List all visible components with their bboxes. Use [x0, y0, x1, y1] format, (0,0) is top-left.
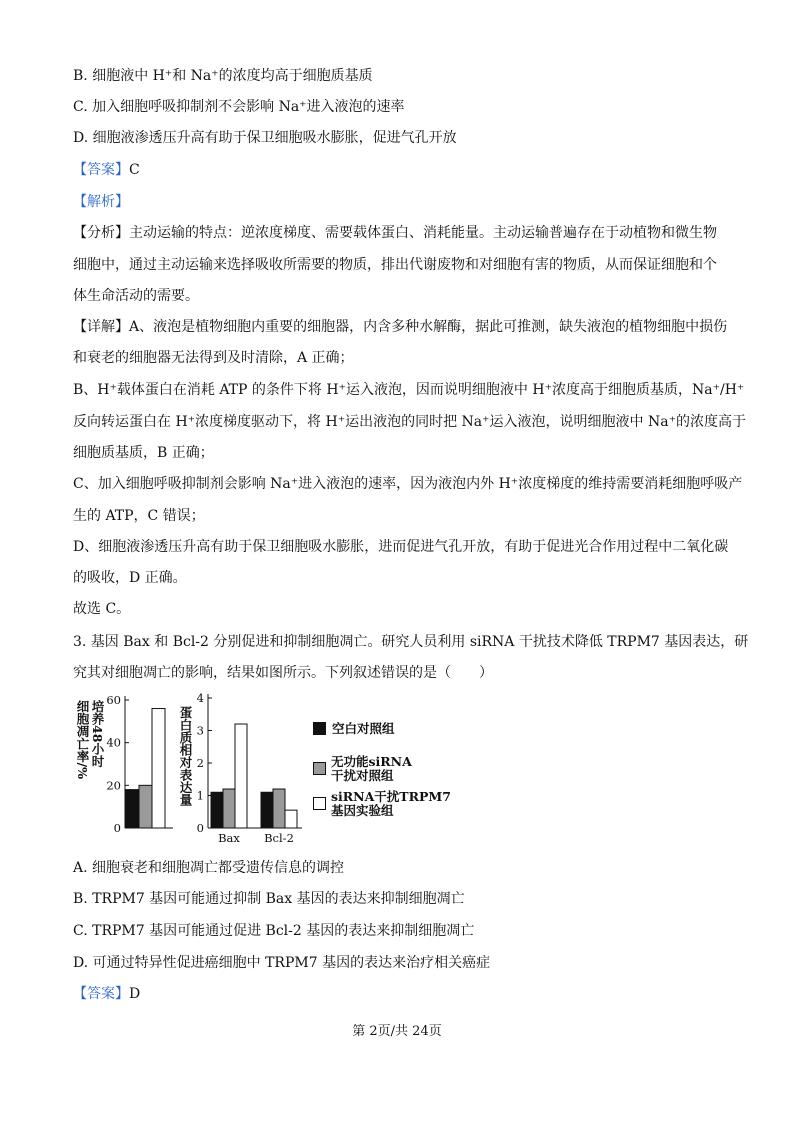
x-tick-label: Bax — [218, 831, 240, 845]
bar — [235, 724, 247, 828]
x-tick-label: Bcl-2 — [264, 831, 294, 845]
analysis-tag: 【解析】 — [73, 194, 129, 210]
y-tick-label: 3 — [196, 723, 204, 738]
analysis-line: 故选 C。 — [73, 601, 131, 617]
legend-item-nonfunctional-sirna — [313, 755, 412, 783]
y-tick-label: 40 — [106, 735, 121, 750]
page-footer: 第 2页/共 24页 — [352, 1024, 442, 1039]
legend-swatch — [313, 762, 326, 775]
analysis-line: 的吸收，D 正确。 — [73, 570, 187, 586]
bar — [126, 790, 139, 828]
option-d: D. 可通过特异性促进癌细胞中 TRPM7 基因的表达来治疗相关癌症 — [73, 955, 491, 971]
bar — [152, 709, 165, 828]
legend-label: 干扰对照组 — [331, 768, 394, 783]
chart1-ylabel-time: 培养48小时 — [90, 700, 105, 768]
analysis-line: B、H⁺载体蛋白在消耗 ATP 的条件下将 H⁺运入液泡，因而说明细胞液中 H⁺浓度高于细胞质基质，Na⁺/H⁺ — [73, 382, 745, 398]
analysis-line: D、细胞液渗透压升高有助于保卫细胞吸水膨胀，进而促进气孔开放，有助于促进光合作用过程中二氧化碳 — [73, 539, 729, 555]
analysis-line: C、加入细胞呼吸抑制剂会影响 Na⁺进入液泡的速率，因为液泡内外 H⁺浓度梯度的维持需要消耗细胞呼吸产 — [73, 476, 743, 492]
question3-stem-line2: 究其对细胞凋亡的影响，结果如图所示。下列叙述错误的是（ ） — [73, 665, 493, 681]
analysis-line: 【详解】A、液泡是植物细胞内重要的细胞器，内含多种水解酶，据此可推测，缺失液泡的植物细胞中损伤 — [73, 319, 728, 335]
chart2-protein-expression — [197, 691, 302, 845]
prev-option-c: C. 加入细胞呼吸抑制剂不会影响 Na⁺进入液泡的速率 — [73, 99, 405, 115]
prev-option-b: B. 细胞液中 H⁺和 Na⁺的浓度均高于细胞质基质 — [73, 68, 373, 84]
y-tick-label: 2 — [196, 756, 204, 770]
option-c: C. TRPM7 基因可能通过促进 Bcl-2 基因的表达来抑制细胞凋亡 — [73, 923, 475, 939]
y-tick-label: 1 — [196, 788, 204, 803]
bar — [261, 792, 273, 828]
chart1-apoptosis-rate — [106, 693, 173, 835]
bar — [139, 785, 152, 828]
legend-item-trpm7-sirna — [313, 790, 451, 818]
prev-option-d: D. 细胞液渗透压升高有助于保卫细胞吸水膨胀，促进气孔开放 — [73, 130, 457, 146]
y-tick-label: 60 — [106, 693, 121, 707]
bar — [285, 810, 297, 828]
legend — [313, 722, 453, 822]
option-b: B. TRPM7 基因可能通过抑制 Bax 基因的表达来抑制细胞凋亡 — [73, 891, 465, 907]
chart2-ylabel: 蛋白质相对表达量 — [178, 706, 193, 806]
question3-answer — [73, 984, 140, 1004]
analysis-line: 细胞质基质，B 正确； — [73, 445, 214, 461]
chart1-ylabel-rate: 细胞凋亡率/% — [75, 700, 90, 779]
analysis-line: 生的 ATP，C 错误； — [73, 508, 205, 524]
analysis-line: 细胞中，通过主动运输来选择吸收所需要的物质，排出代谢废物和对细胞有害的物质，从而保证细胞和个 — [73, 257, 717, 273]
answer-value: C — [129, 162, 140, 178]
legend-label: 无功能siRNA — [331, 754, 412, 769]
y-tick-label: 20 — [106, 778, 121, 793]
analysis-line: 和衰老的细胞器无法得到及时清除，A 正确； — [73, 350, 354, 366]
bar — [273, 789, 285, 828]
answer-tag: 【答案】 — [73, 162, 129, 178]
legend-item-blank-control — [313, 722, 395, 736]
legend-label: 基因实验组 — [331, 803, 394, 818]
option-a: A. 细胞衰老和细胞凋亡都受遗传信息的调控 — [73, 860, 345, 876]
legend-label: 空白对照组 — [332, 721, 395, 736]
analysis-line: 【分析】主动运输的特点：逆浓度梯度、需要载体蛋白、消耗能量。主动运输普遍存在于动植物和微生物 — [73, 225, 717, 241]
question3-stem-line1: 3. 基因 Bax 和 Bcl-2 分别促进和抑制细胞凋亡。研究人员利用 siRNA 干扰技术降低 TRPM7 基因表达，研 — [73, 634, 749, 650]
legend-swatch — [313, 722, 326, 735]
y-tick-label: 0 — [113, 821, 121, 835]
legend-swatch — [313, 797, 326, 810]
answer-value: D — [129, 986, 141, 1002]
bar — [211, 792, 223, 828]
y-tick-label: 0 — [196, 821, 204, 835]
legend-label: siRNA干扰TRPM7 — [331, 789, 451, 804]
y-tick-label: 4 — [196, 691, 204, 705]
prev-answer — [73, 160, 140, 180]
answer-tag: 【答案】 — [73, 986, 129, 1002]
analysis-line: 体生命活动的需要。 — [73, 288, 199, 304]
analysis-line: 反向转运蛋白在 H⁺浓度梯度驱动下，将 H⁺运出液泡的同时把 Na⁺运入液泡，说明细胞液中 Na⁺的浓度高于 — [73, 414, 746, 430]
bar — [223, 789, 235, 828]
